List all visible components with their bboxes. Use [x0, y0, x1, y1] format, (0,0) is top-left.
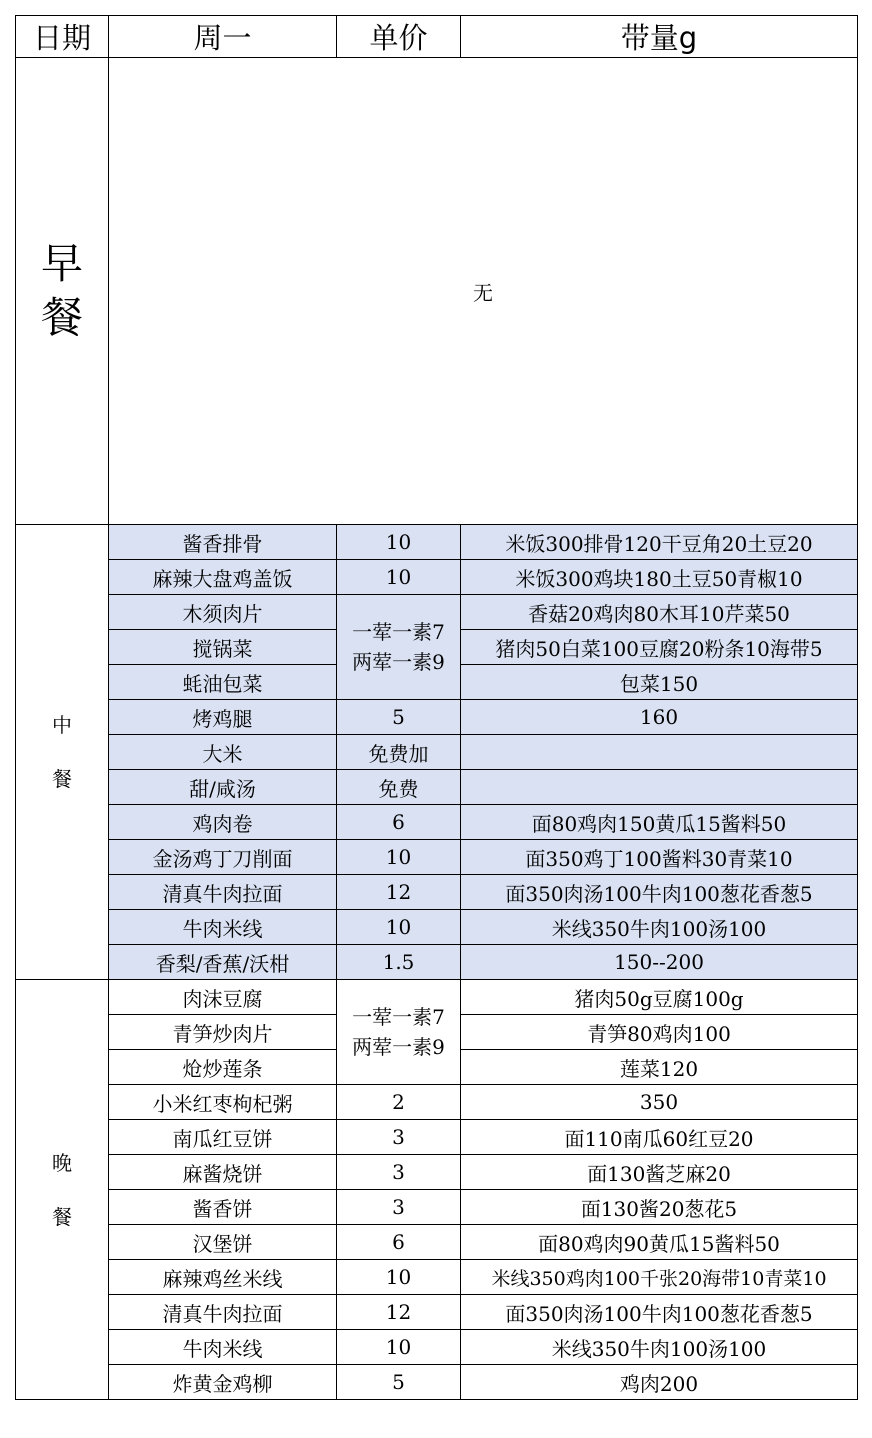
dish-name: 木须肉片: [109, 595, 337, 630]
dish-name: 牛肉米线: [109, 910, 337, 945]
dish-name: 甜/咸汤: [109, 770, 337, 805]
combo-price: 一荤一素7 两荤一素9: [337, 595, 461, 700]
dish-amount: 米线350牛肉100汤100: [461, 910, 858, 945]
dish-price: 6: [337, 805, 461, 840]
dish-amount: 面130酱芝麻20: [461, 1155, 858, 1190]
table-row: [16, 525, 858, 560]
dish-amount: 面130酱20葱花5: [461, 1190, 858, 1225]
dish-price: 免费: [337, 770, 461, 805]
dish-amount: [461, 770, 858, 805]
dish-name: 金汤鸡丁刀削面: [109, 840, 337, 875]
dish-name: 酱香饼: [109, 1190, 337, 1225]
header-date: 日期: [16, 16, 109, 58]
dish-name: 搅锅菜: [109, 630, 337, 665]
dish-amount: 米线350鸡肉100千张20海带10青菜10: [461, 1260, 858, 1295]
dish-amount: 面110南瓜60红豆20: [461, 1120, 858, 1155]
dish-name: 南瓜红豆饼: [109, 1120, 337, 1155]
dish-amount: 面350肉汤100牛肉100葱花香葱5: [461, 875, 858, 910]
dish-amount: 包菜150: [461, 665, 858, 700]
table-row: [16, 875, 858, 910]
dish-name: 青笋炒肉片: [109, 1015, 337, 1050]
table-row: [16, 1365, 858, 1400]
table-row: [16, 945, 858, 980]
table-row: [16, 1225, 858, 1260]
dinner-label: 晚 餐: [16, 980, 109, 1400]
dish-name: 蚝油包菜: [109, 665, 337, 700]
dish-price: 6: [337, 1225, 461, 1260]
dish-price: 10: [337, 525, 461, 560]
dish-name: 香梨/香蕉/沃柑: [109, 945, 337, 980]
dish-price: 3: [337, 1120, 461, 1155]
dish-amount: 香菇20鸡肉80木耳10芹菜50: [461, 595, 858, 630]
breakfast-row: [16, 58, 858, 525]
dish-name: 酱香排骨: [109, 525, 337, 560]
dish-amount: 面350肉汤100牛肉100葱花香葱5: [461, 1295, 858, 1330]
dish-price: 1.5: [337, 945, 461, 980]
dish-price: 10: [337, 840, 461, 875]
breakfast-content: 无: [109, 58, 858, 525]
dish-price: 10: [337, 1260, 461, 1295]
breakfast-label: 早 餐: [16, 58, 109, 525]
header-row: [16, 16, 858, 58]
dish-amount: 面80鸡肉90黄瓜15酱料50: [461, 1225, 858, 1260]
dish-name: 清真牛肉拉面: [109, 875, 337, 910]
dish-price: 5: [337, 700, 461, 735]
dish-amount: 米饭300排骨120干豆角20土豆20: [461, 525, 858, 560]
dish-name: 麻酱烧饼: [109, 1155, 337, 1190]
dish-name: 鸡肉卷: [109, 805, 337, 840]
table-row: [16, 1330, 858, 1365]
dish-price: 3: [337, 1190, 461, 1225]
dish-price: 5: [337, 1365, 461, 1400]
dish-amount: 猪肉50g豆腐100g: [461, 980, 858, 1015]
combo-price: 一荤一素7 两荤一素9: [337, 980, 461, 1085]
dish-name: 清真牛肉拉面: [109, 1295, 337, 1330]
table-row: [16, 595, 858, 630]
table-row: [16, 735, 858, 770]
table-row: [16, 840, 858, 875]
dish-amount: 面350鸡丁100酱料30青菜10: [461, 840, 858, 875]
table-row: [16, 700, 858, 735]
dish-price: 10: [337, 910, 461, 945]
menu-table: [15, 15, 858, 1400]
table-row: [16, 1260, 858, 1295]
dish-price: 10: [337, 560, 461, 595]
dish-name: 麻辣大盘鸡盖饭: [109, 560, 337, 595]
table-row: [16, 560, 858, 595]
table-row: [16, 1295, 858, 1330]
dish-amount: 150--200: [461, 945, 858, 980]
dish-amount: 米饭300鸡块180土豆50青椒10: [461, 560, 858, 595]
dish-name: 麻辣鸡丝米线: [109, 1260, 337, 1295]
dish-amount: 160: [461, 700, 858, 735]
dish-name: 牛肉米线: [109, 1330, 337, 1365]
table-row: [16, 1155, 858, 1190]
table-row: [16, 770, 858, 805]
dish-amount: 鸡肉200: [461, 1365, 858, 1400]
header-day: 周一: [109, 16, 337, 58]
dish-price: 10: [337, 1330, 461, 1365]
dish-name: 大米: [109, 735, 337, 770]
table-row: [16, 1190, 858, 1225]
dish-price: 2: [337, 1085, 461, 1120]
table-row: [16, 910, 858, 945]
dish-name: 炸黄金鸡柳: [109, 1365, 337, 1400]
table-row: [16, 980, 858, 1015]
dish-amount: 猪肉50白菜100豆腐20粉条10海带5: [461, 630, 858, 665]
dish-amount: 青笋80鸡肉100: [461, 1015, 858, 1050]
dish-amount: 面80鸡肉150黄瓜15酱料50: [461, 805, 858, 840]
lunch-label: 中 餐: [16, 525, 109, 980]
dish-amount: 米线350牛肉100汤100: [461, 1330, 858, 1365]
dish-price: 免费加: [337, 735, 461, 770]
dish-name: 汉堡饼: [109, 1225, 337, 1260]
dish-price: 12: [337, 875, 461, 910]
dish-amount: [461, 735, 858, 770]
dish-name: 小米红枣枸杞粥: [109, 1085, 337, 1120]
dish-name: 烤鸡腿: [109, 700, 337, 735]
header-price: 单价: [337, 16, 461, 58]
table-row: [16, 805, 858, 840]
dish-amount: 莲菜120: [461, 1050, 858, 1085]
dish-name: 炝炒莲条: [109, 1050, 337, 1085]
table-row: [16, 1120, 858, 1155]
table-row: [16, 1085, 858, 1120]
dish-price: 12: [337, 1295, 461, 1330]
dish-amount: 350: [461, 1085, 858, 1120]
header-amount: 带量g: [461, 16, 858, 58]
dish-name: 肉沫豆腐: [109, 980, 337, 1015]
dish-price: 3: [337, 1155, 461, 1190]
